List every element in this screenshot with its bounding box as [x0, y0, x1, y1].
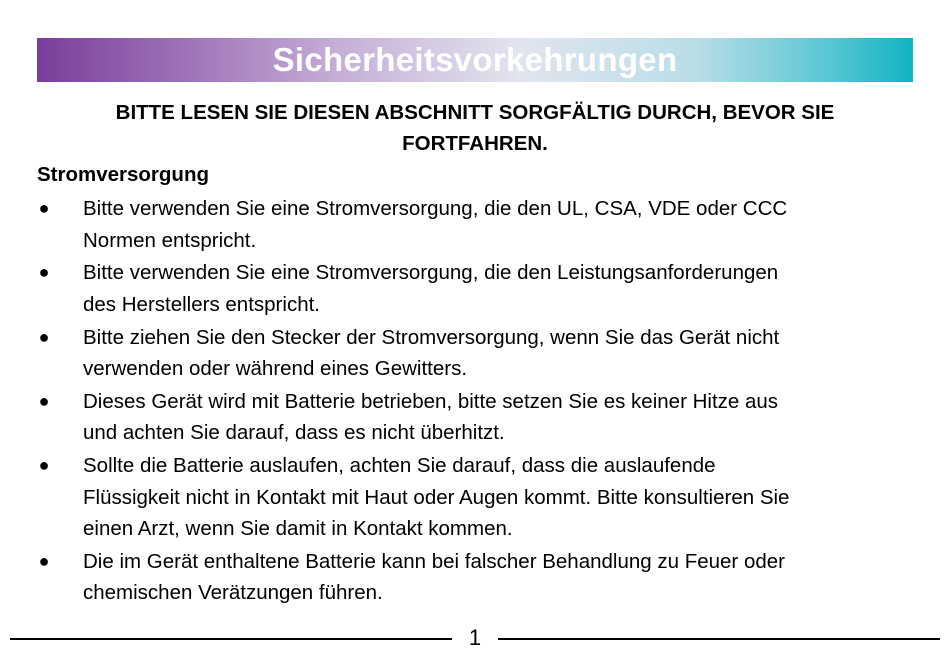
bullet-text-line: Bitte ziehen Sie den Stecker der Stromversorgung, wenn Sie das Gerät nicht — [83, 325, 780, 349]
bullet-icon: ● — [38, 455, 50, 476]
list-item — [37, 193, 913, 256]
read-carefully-notice — [37, 97, 913, 159]
page-number: 1 — [468, 625, 482, 650]
title-banner — [37, 38, 913, 82]
bullet-text-line: einen Arzt, wenn Sie damit in Kontakt kommen. — [83, 517, 513, 541]
bullet-text-line: Dieses Gerät wird mit Batterie betrieben, bitte setzen Sie es keiner Hitze aus — [83, 389, 779, 413]
list-item — [37, 257, 913, 320]
bullet-icon: ● — [38, 326, 50, 347]
bullet-text-line: Sollte die Batterie auslaufen, achten Sie darauf, dass die auslaufende — [83, 454, 716, 478]
notice-line: FORTFAHREN. — [402, 132, 548, 155]
bullet-text-line: chemischen Verätzungen führen. — [83, 581, 383, 605]
page-title: Sicherheitsvorkehrungen — [272, 41, 678, 78]
bullet-text-line: des Herstellers entspricht. — [83, 292, 320, 316]
list-item — [37, 450, 913, 545]
page-footer — [10, 622, 940, 652]
list-item — [37, 322, 913, 385]
bullet-text-line: verwenden oder während eines Gewitters. — [83, 357, 468, 381]
bullet-text-line: Normen entspricht. — [83, 228, 257, 252]
bullet-icon: ● — [38, 550, 50, 571]
bullet-icon: ● — [38, 198, 50, 218]
bullet-text-line: Flüssigkeit nicht in Kontakt mit Haut oder Augen kommt. Bitte konsultieren Sie — [83, 485, 790, 509]
bullet-text-line: Bitte verwenden Sie eine Stromversorgung, die den Leistungsanforderungen — [83, 261, 779, 285]
list-item — [37, 386, 913, 449]
bullet-text-line: und achten Sie darauf, dass es nicht überhitzt. — [83, 421, 505, 445]
bullet-text-line: Bitte verwenden Sie eine Stromversorgung, die den UL, CSA, VDE oder CCC — [83, 197, 788, 220]
bullet-icon: ● — [38, 390, 50, 411]
notice-line: BITTE LESEN SIE DIESEN ABSCHNITT SORGFÄLTIG DURCH, BEVOR SIE — [115, 101, 835, 124]
footer-divider-left — [10, 638, 452, 640]
section-heading: Stromversorgung — [37, 163, 209, 186]
bullet-text-line: Die im Gerät enthaltene Batterie kann bei falscher Behandlung zu Feuer oder — [83, 549, 785, 573]
bullet-icon: ● — [38, 262, 50, 283]
list-item — [37, 546, 913, 609]
footer-divider-right — [498, 638, 940, 640]
safety-bullet-list — [37, 193, 913, 610]
